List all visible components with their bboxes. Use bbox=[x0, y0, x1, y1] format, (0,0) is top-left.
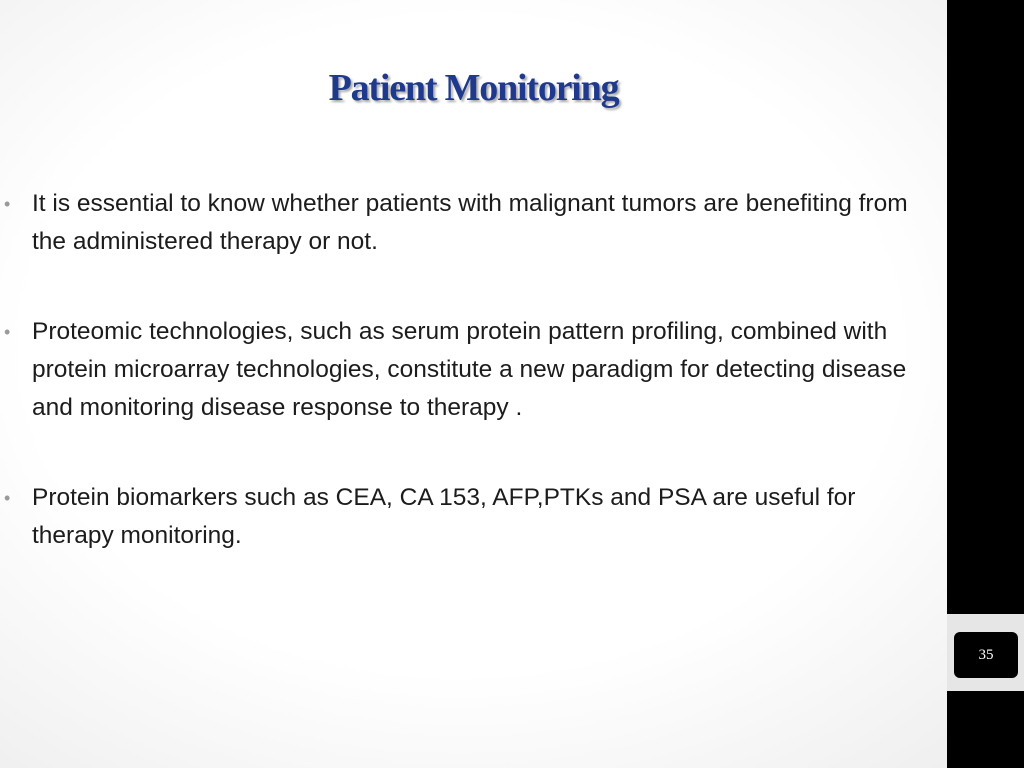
page-number: 35 bbox=[954, 632, 1018, 678]
bullet-dot-icon: • bbox=[4, 488, 11, 508]
bullet-dot-icon: • bbox=[4, 194, 11, 214]
bullet-item bbox=[0, 479, 940, 555]
slide-title: Patient Monitoring bbox=[328, 67, 619, 109]
bullet-item bbox=[0, 185, 940, 261]
bullet-text: Protein biomarkers such as CEA, CA 153, AFP,PTKs and PSA are useful for therapy monitoring. bbox=[32, 484, 856, 549]
bullet-list bbox=[0, 185, 940, 555]
bullet-text: It is essential to know whether patients with malignant tumors are benefiting from the administered therapy or not. bbox=[32, 190, 908, 255]
bullet-text: Proteomic technologies, such as serum protein pattern profiling, combined with protein microarray technologies, constitute a new paradigm for detecting disease and monitoring disease response to therapy . bbox=[32, 318, 907, 421]
bullet-dot-icon: • bbox=[4, 322, 11, 342]
bullet-item bbox=[0, 313, 940, 427]
